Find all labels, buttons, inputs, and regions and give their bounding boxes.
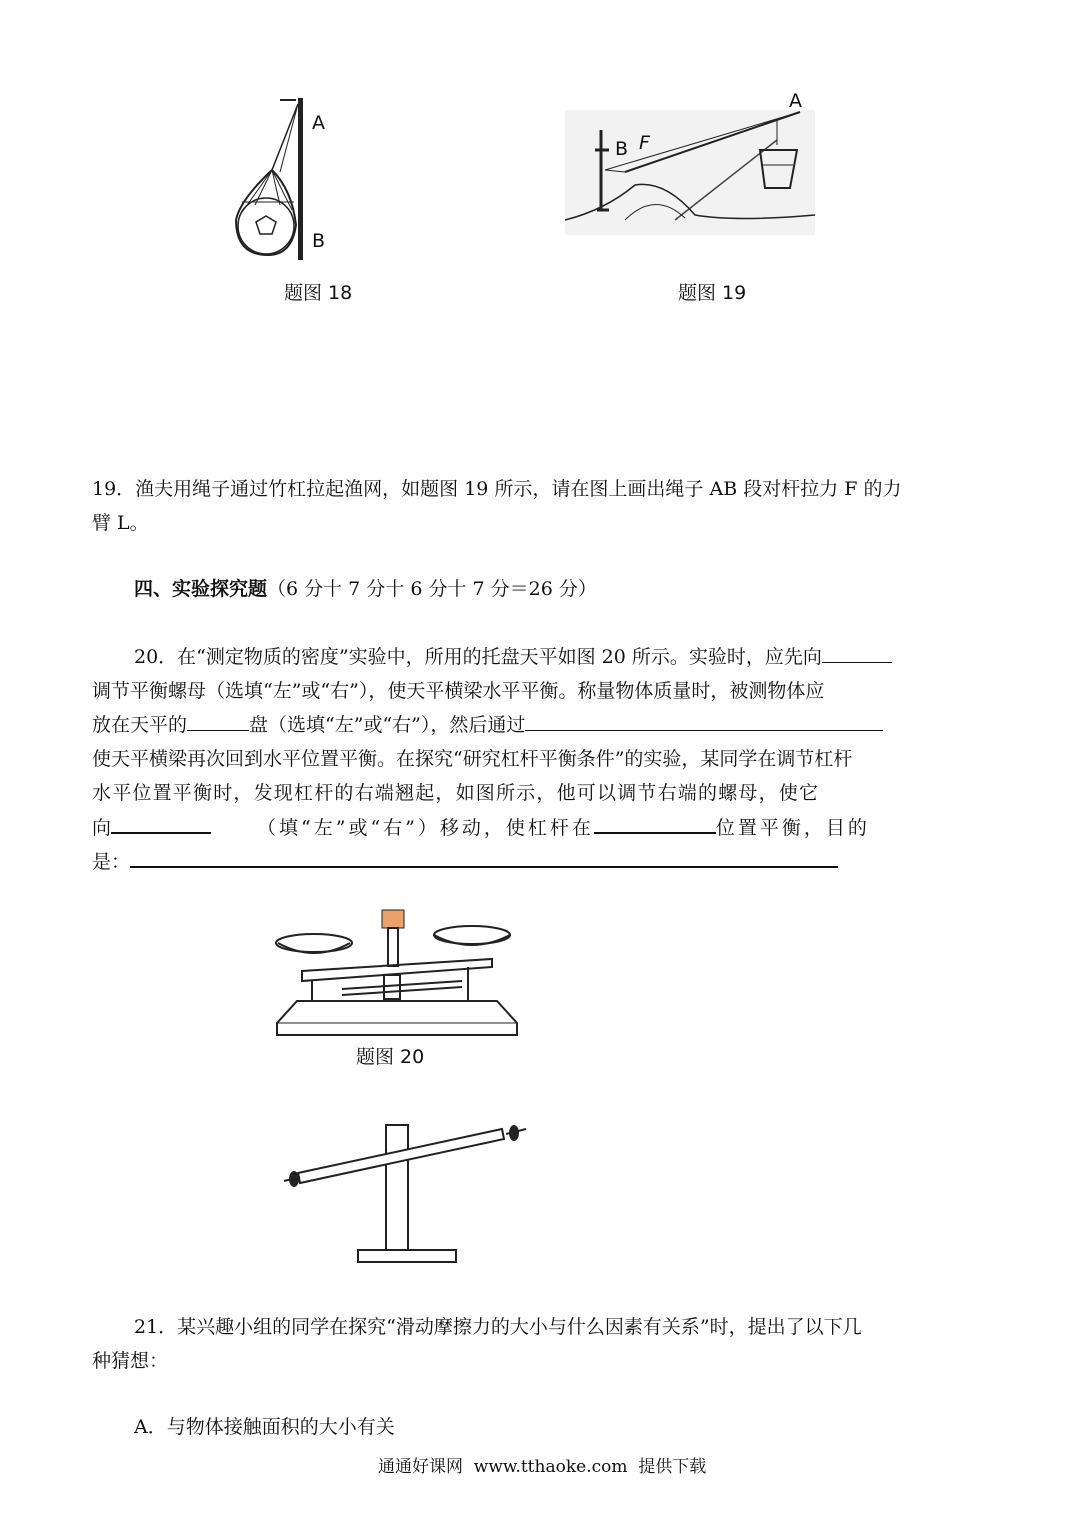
q20-text-1: 20．在“测定物质的密度”实验中，所用的托盘天平如图 20 所示。实验时，应先向 — [134, 646, 822, 668]
section4-points: （6 分十 7 分十 6 分十 7 分＝26 分） — [267, 578, 597, 600]
q20-text-3a: 放在天平的 — [92, 714, 188, 736]
fig18-caption: 题图 18 — [284, 282, 353, 304]
q21-line2: 种猜想： — [92, 1350, 169, 1372]
q19-line2: 臂 L。 — [92, 512, 149, 534]
q20-blank-6[interactable] — [130, 844, 838, 868]
q20-line6 — [92, 810, 870, 845]
fig18-label-b: B — [312, 230, 326, 252]
section4-heading — [134, 572, 597, 606]
fisherman-drawing — [565, 90, 820, 240]
fig19-label-b: B — [615, 138, 629, 160]
q21-line1: 21．某兴趣小组的同学在探究“滑动摩擦力的大小与什么因素有关系”时，提出了以下几 — [134, 1316, 862, 1338]
fig20-caption: 题图 20 — [356, 1046, 425, 1068]
figure-18 — [220, 90, 360, 270]
q20-line4: 使天平横梁再次回到水平位置平衡。在探究“研究杠杆平衡条件”的实验，某同学在调节杠杆 — [92, 748, 853, 770]
q20-text-6c: 位置平衡，目的 — [715, 817, 870, 839]
page-footer: 通通好课网 www.tthaoke.com 提供下载 — [378, 1457, 707, 1477]
fig18-label-a: A — [312, 112, 325, 134]
q20-text-3b: 盘（选填“左”或“右”），然后通过 — [249, 714, 526, 736]
q19-line1: 19．渔夫用绳子通过竹杠拉起渔网，如题图 19 所示，请在图上画出绳子 AB 段对杆拉力 F 的力 — [92, 478, 902, 500]
q20-blank-2[interactable] — [187, 708, 249, 731]
q21-option-a: A．与物体接触面积的大小有关 — [134, 1416, 395, 1438]
fig19-caption: 题图 19 — [678, 282, 747, 304]
figure-20 — [272, 905, 522, 1040]
net-bag-drawing — [220, 90, 360, 270]
q20-blank-5[interactable] — [594, 810, 716, 834]
figure-19 — [565, 90, 820, 240]
q20-line5: 水平位置平衡时，发现杠杆的右端翘起，如图所示，他可以调节右端的螺母，使它 — [92, 782, 820, 804]
lever-figure — [280, 1115, 530, 1270]
q20-line7 — [92, 844, 838, 879]
fig19-label-f: F — [639, 132, 650, 154]
fig19-label-a: A — [789, 90, 802, 112]
q20-line1 — [134, 640, 892, 674]
balance-drawing — [272, 905, 522, 1040]
q20-blank-1[interactable] — [822, 640, 892, 663]
q20-text-7: 是： — [92, 851, 131, 873]
q20-text-6b: （填“左”或“右”）移动，使杠杆在 — [257, 817, 594, 839]
q20-blank-3[interactable] — [525, 708, 883, 731]
q20-blank-4[interactable] — [111, 810, 211, 834]
section4-title: 四、实验探究题 — [134, 578, 268, 600]
lever-drawing — [280, 1115, 530, 1270]
q20-text-6a: 向 — [92, 817, 112, 839]
q20-line2: 调节平衡螺母（选填“左”或“右”），使天平横梁水平平衡。称量物体质量时，被测物体应 — [92, 680, 825, 702]
q20-line3 — [92, 708, 883, 742]
